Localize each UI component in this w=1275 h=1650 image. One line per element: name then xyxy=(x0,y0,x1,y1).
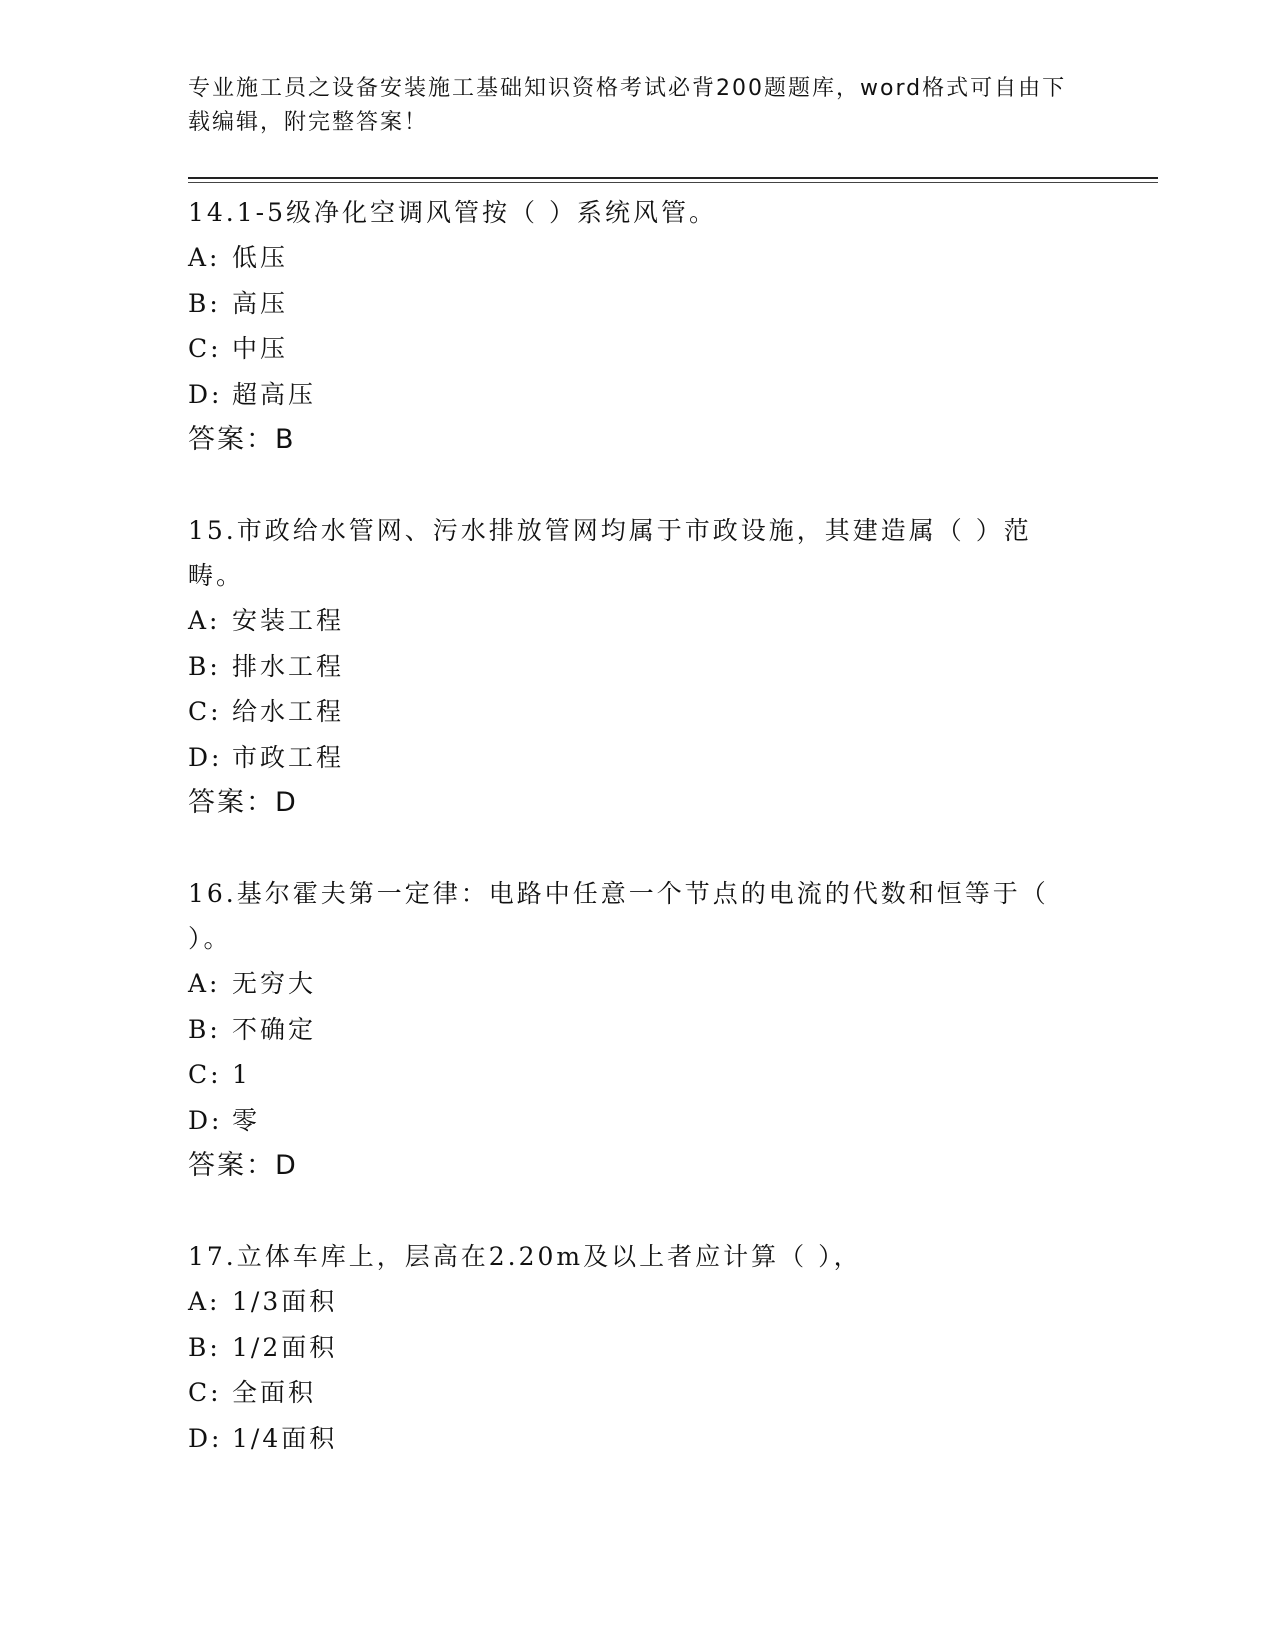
option-key: B: xyxy=(188,1014,221,1044)
option-b xyxy=(188,644,1088,690)
option-key: A: xyxy=(188,243,221,272)
question-14 xyxy=(188,190,1088,463)
option-d xyxy=(188,1098,1088,1144)
option-key: A: xyxy=(188,1287,221,1316)
option-text: 中压 xyxy=(232,334,289,363)
answer-line: 答案：D xyxy=(188,787,298,818)
question-15 xyxy=(188,508,1088,826)
option-c xyxy=(188,689,1088,735)
option-a xyxy=(188,1279,1088,1325)
option-c xyxy=(188,1052,1088,1098)
question-16 xyxy=(188,871,1088,1189)
option-text: 市政工程 xyxy=(232,742,345,772)
option-text: 超高压 xyxy=(232,379,317,409)
option-a xyxy=(188,961,1088,1007)
option-a xyxy=(188,235,1088,281)
option-key: B: xyxy=(188,288,221,318)
option-text: 零 xyxy=(232,1105,261,1135)
option-key: B: xyxy=(188,651,221,681)
option-text: 安装工程 xyxy=(232,606,345,635)
option-key: C: xyxy=(188,1060,222,1089)
option-d xyxy=(188,735,1088,781)
option-key: C: xyxy=(188,1378,222,1407)
question-stem: 16.基尔霍夫第一定律：电路中任意一个节点的电流的代数和恒等于（ ）。 xyxy=(188,879,1049,953)
option-a xyxy=(188,598,1088,644)
question-stem: 15.市政给水管网、污水排放管网均属于市政设施，其建造属（ ）范畴。 xyxy=(188,516,1032,590)
option-text: 无穷大 xyxy=(232,969,317,998)
option-text: 不确定 xyxy=(232,1014,317,1044)
option-b xyxy=(188,281,1088,327)
option-c xyxy=(188,326,1088,372)
option-key: C: xyxy=(188,697,222,726)
question-list xyxy=(188,190,1088,1506)
header-divider-thick xyxy=(188,177,1158,179)
option-text: 低压 xyxy=(232,243,289,272)
option-text: 给水工程 xyxy=(232,697,345,726)
option-text: 1/4面积 xyxy=(232,1423,338,1453)
option-key: D: xyxy=(188,379,223,409)
option-text: 1/2面积 xyxy=(232,1332,338,1362)
option-d xyxy=(188,1416,1088,1462)
option-key: D: xyxy=(188,1105,223,1135)
option-text: 高压 xyxy=(232,288,289,318)
question-stem: 17.立体车库上，层高在2.20m及以上者应计算（ ）， xyxy=(188,1242,862,1271)
option-key: B: xyxy=(188,1332,221,1362)
option-key: C: xyxy=(188,334,222,363)
answer-line: 答案：D xyxy=(188,1150,298,1181)
option-d xyxy=(188,372,1088,418)
answer-line: 答案：B xyxy=(188,424,296,455)
option-text: 1 xyxy=(232,1060,251,1089)
header-divider-thin xyxy=(188,182,1158,183)
option-text: 全面积 xyxy=(232,1378,317,1407)
option-key: D: xyxy=(188,742,223,772)
option-text: 1/3面积 xyxy=(232,1287,338,1316)
option-key: A: xyxy=(188,606,221,635)
question-17 xyxy=(188,1234,1088,1461)
option-key: D: xyxy=(188,1423,223,1453)
question-stem: 14.1-5级净化空调风管按（ ）系统风管。 xyxy=(188,198,717,227)
option-text: 排水工程 xyxy=(232,651,345,681)
option-key: A: xyxy=(188,969,221,998)
option-b xyxy=(188,1325,1088,1371)
document-intro-text: 专业施工员之设备安装施工基础知识资格考试必背200题题库，word格式可自由下载编辑，附完整答案！ xyxy=(188,76,1067,135)
option-b xyxy=(188,1007,1088,1053)
option-c xyxy=(188,1370,1088,1416)
